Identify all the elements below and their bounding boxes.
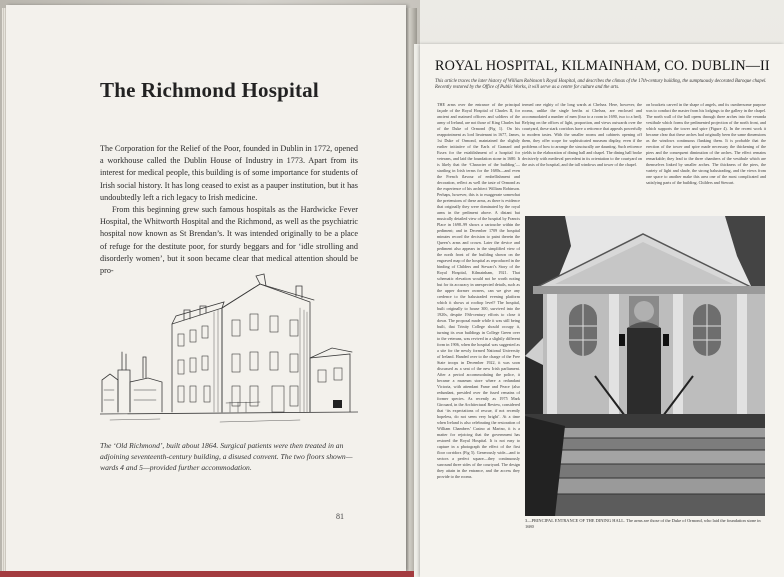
page-title: The Richmond Hospital: [100, 78, 319, 102]
article-intro: This article traces the later history of William Robinson’s Royal Hospital, and describes the climax of the 17th-century building, the sumptuously decorated Baroque chapel. Recently restored by the Office of Public Works, it will serve as a centre for culture and the arts.: [435, 79, 767, 91]
photo-caption: 3—PRINCIPAL ENTRANCE OF THE DINING HALL. The arms are those of the Duke of Ormond, who laid the foundation stone in 1680: [525, 518, 761, 529]
text-column-1: THE arms over the entrance of the principal façade of the Royal Hospital of Charles II, for ancient and maimed officers and soldiers of the army of Ireland, are not those of King Charles but of the Duke of Ormond (Fig 1). On his reappointment as lord lieutenant in 1677, James, 1st Duke of Ormond, maintained the slightly earlier initiative of the Earls of Granard and Essex for the establishment of a hospital for veterans, and laid the foundation stone in 1680. It is likely that the ‘Character of the building’—startling in Irish terms for the 1680s—and even the French flavour of embellishment and decoration, reflect as well the taste of Ormond as the experience of his architect William Robinson. Perhaps, however, this is to exaggerate somewhat the pretensions of these arms, as there is evidence that originally they were dominated by the royal arms in the pediment above. A distant but musically detailed view of the hospital by Francis Place in 1698–99 shows a cartouche within the pediment; and in December 1709 the hospital minutes record the decision to paint therein the Queen’s arms and crown. Later the device and pediment also appears in the simplified view of the north front of the building shown on the engraved map of the hospital as reproduced in the binding of Childers and Stewart’s Story of the Royal Hospital, Kilmainham, 1921. That schematic elevation would not be worth noting but for its accuracy in unexpected details, such as the upper dormer owners, can we give any credence to the balustraded evening platform which it shows at rooftop level? The hospital, built originally to house 300, survived into the 1920s, despite 19th-century efforts to close it down. The proposal made while it was still being built, that Trinity College should occupy it, turning its own buildings in College Green over to the veterans, was revived in a slightly different form in 1906, when the hospital was suggested as a site for the newly formed National University of Ireland. Handed over to the charge of the Free State troops in December 1922, it was soon discussed as a seat of the new Irish parliament. After a period accommodating the police, it became a museum store where a redundant Victoria, with attendant Fame and Peace (also redundant, presided over the fused remains of former species. As recently as 1975 Mark Girouard, in the Architectural Review, considered that ‘its expectations of rescue, if not recently hopeless, do not seem very bright’. At a time when Ireland is also celebrating the restoration of William Chambers’ Casino at Marino, it is a matter for rejoicing that the government has restored the Royal Hospital. It is not easy to capture in a photograph the effect of the first floor corridors (Fig 5). Generously wide—and to sectors a perfect square—they continuously surround three sides of the courtyard. The design they attain in the entrance, and the access they provide to the rooms.: [437, 102, 520, 479]
page-number: 81: [336, 512, 344, 521]
book-binding-edge: [0, 571, 420, 577]
left-body-text: [100, 143, 358, 277]
text-column-2: termed one eighty of the long wards at Chelsea. Here, however, the rooms, unlike the single berths at Chelsea, are enclosed and accommodated a number of men (four to a room in 1690, two to a bed). Relying on the offices of light, proportion, and views outwards over the courtyard, these stark corridors have a reticence that appeals powerfully to modern tastes. With the smaller rooms and cabinets opening off them, they offer scope for sophisticated museum display, even if the problems of how to arrange the structurally are daunting. Such reticence yields to the elaboration of dining hall and chapel. The dining hall broke decisively with medieval precedent in its orientation to the courtyard on the axis of the hospital, and the tall windows and tower of the chapel.: [522, 102, 642, 167]
paragraph: From this beginning grew such famous hospitals as the Hardwicke Fever Hospital, the Whitworth Hospital and the Richmond, as well as the psychiatric hospital now known as St Brendan’s. It was intended originally to be a place of refuge for the destitute poor, for sturdy beggars and for ‘idle strolling and disorderly women’, but it soon became clear that medical attention should be pro-: [100, 205, 358, 276]
sketch-caption: The ‘Old Richmond’, built about 1864. Surgical patients were then treated in an adjoining seventeenth-century building, a disused convent. The two floors shown—wards 4 and 5—provided further accommodation.: [100, 441, 353, 472]
paragraph: The Corporation for the Relief of the Poor, founded in Dublin in 1772, opened a workhouse called the Dublin House of Industry in 1773. Apart from its interest for medical people, this building is of some importance for students of Irish social history. It has long ceased to exist as a pauper institution, but it has undoubtedly left a rich legacy to Irish medicine.: [100, 144, 358, 202]
text-column-3: on brackets carved in the shape of angels, and its cumbersome purpose was to conduct the master from his lodgings to the gallery in the chapel. The north wall of the hall opens through three arches into the veranda vestibule which forms the pedimented projection of the north front, and which supports the tower and spire (Figure 4). In the recent work it became clear that these arches had originally been the same dimensions as the windows continuous flanking them. It is probable that the erection of the tower and spire made necessary the thickening of the piers and the consequent diminution of the arches. The effect remains remarkable; they lead to the three chambers of the vestibule which are themselves linked by smaller arches. The thickness of the piers, the variety of light and shade, the strong balustrading, and the views from one space to another make this area one of the most complicated and satisfying parts of the building. Childers and Stewart.: [646, 102, 766, 185]
article-title: ROYAL HOSPITAL, KILMAINHAM, CO. DUBLIN—II: [435, 58, 770, 74]
hospital-sketch: [100, 262, 358, 432]
dining-hall-photo: [525, 216, 765, 516]
